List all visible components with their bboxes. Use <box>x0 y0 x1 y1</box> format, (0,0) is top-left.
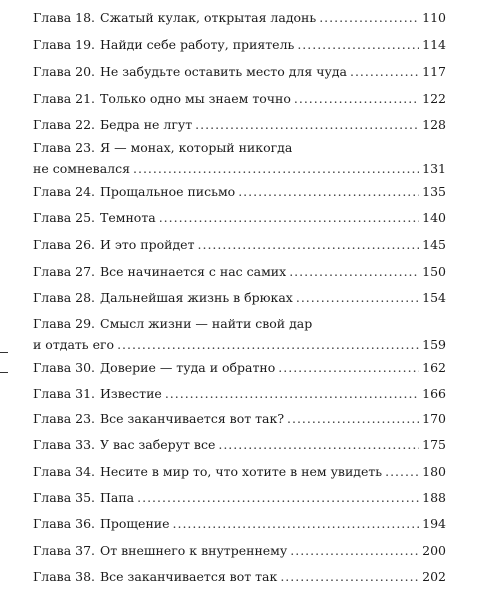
chapter-title: И это пройдет <box>100 237 195 252</box>
chapter-label: Глава 21. <box>33 91 96 106</box>
dot-leader <box>195 117 419 133</box>
chapter-label: Глава 30. <box>33 360 96 375</box>
toc-entry-line <box>33 490 446 506</box>
toc-entry-line <box>33 516 446 532</box>
chapter-title: Дальнейшая жизнь в брюках <box>100 290 293 305</box>
dot-leader <box>287 411 419 427</box>
page-number: 175 <box>422 437 446 452</box>
toc-entry-line <box>33 10 446 26</box>
toc-entry[interactable] <box>33 37 446 53</box>
page-number: 150 <box>422 264 446 279</box>
toc-entry[interactable] <box>33 464 446 480</box>
toc-entry-line <box>33 290 446 306</box>
toc-entry[interactable] <box>33 210 446 226</box>
chapter-title: Доверие — туда и обратно <box>100 360 276 375</box>
chapter-label: Глава 35. <box>33 490 96 505</box>
chapter-label: Глава 22. <box>33 117 96 132</box>
page-number: 162 <box>422 360 446 375</box>
page-number: 159 <box>422 337 446 352</box>
dot-leader <box>165 386 419 402</box>
toc-entry[interactable] <box>33 386 446 402</box>
chapter-title: Все начинается с нас самих <box>100 264 287 279</box>
page-number: 114 <box>422 37 446 52</box>
dot-leader <box>290 543 419 559</box>
dot-leader <box>117 337 419 353</box>
chapter-label: Глава 18. <box>33 10 96 25</box>
toc-entry-line <box>33 360 446 376</box>
toc-entry[interactable] <box>33 91 446 107</box>
page-number: 188 <box>422 490 446 505</box>
toc-entry-line <box>33 437 446 453</box>
page-number: 110 <box>422 10 446 25</box>
toc-entry[interactable] <box>33 490 446 506</box>
chapter-title-continued: и отдать его <box>33 337 115 352</box>
page-number: 166 <box>422 386 446 401</box>
margin-mark <box>0 352 8 353</box>
page-number: 131 <box>422 161 446 176</box>
chapter-label: Глава 37. <box>33 543 96 558</box>
toc-entry-line <box>33 264 446 280</box>
toc-entry[interactable] <box>33 10 446 26</box>
chapter-title: От внешнего к внутреннему <box>100 543 288 558</box>
toc-entry[interactable] <box>33 516 446 532</box>
chapter-title: Несите в мир то, что хотите в нем увидеть <box>100 464 383 479</box>
chapter-label: Глава 26. <box>33 237 96 252</box>
chapter-label: Глава 34. <box>33 464 96 479</box>
toc-entry-line <box>33 411 446 427</box>
chapter-label: Глава 29. <box>33 316 96 331</box>
margin-mark <box>0 372 8 373</box>
chapter-title: Все заканчивается вот так <box>100 569 278 584</box>
toc-entry[interactable] <box>33 437 446 453</box>
page-number: 140 <box>422 210 446 225</box>
toc-entry[interactable] <box>33 543 446 559</box>
toc-entry[interactable] <box>33 316 446 353</box>
page-number: 154 <box>422 290 446 305</box>
dot-leader <box>385 464 419 480</box>
chapter-title: Бедра не лгут <box>100 117 193 132</box>
chapter-title: Сжатый кулак, открытая ладонь <box>100 10 317 25</box>
chapter-label: Глава 24. <box>33 184 96 199</box>
toc-entry-second-line <box>33 337 446 353</box>
toc-entry[interactable] <box>33 117 446 133</box>
toc-entry-line <box>33 237 446 253</box>
toc-entry[interactable] <box>33 569 446 585</box>
toc-entry[interactable] <box>33 290 446 306</box>
chapter-title: Темнота <box>100 210 156 225</box>
toc-entry-line <box>33 569 446 585</box>
toc-entry-line <box>33 464 446 480</box>
toc-entry-first-line <box>33 316 446 332</box>
chapter-label: Глава 23. <box>33 411 96 426</box>
toc-entry[interactable] <box>33 184 446 200</box>
dot-leader <box>294 91 419 107</box>
toc-entry[interactable] <box>33 64 446 80</box>
chapter-label: Глава 38. <box>33 569 96 584</box>
dot-leader <box>173 516 419 532</box>
page-number: 180 <box>422 464 446 479</box>
chapter-title: Найди себе работу, приятель <box>100 37 295 52</box>
dot-leader <box>218 437 419 453</box>
dot-leader <box>159 210 419 226</box>
toc-entry-line <box>33 543 446 559</box>
page-number: 202 <box>422 569 446 584</box>
toc-entry-line <box>33 37 446 53</box>
chapter-title: Я — монах, который никогда <box>100 140 293 155</box>
chapter-title: Смысл жизни — найти свой дар <box>100 316 313 331</box>
chapter-title: Все заканчивается вот так? <box>100 411 285 426</box>
chapter-label: Глава 33. <box>33 437 96 452</box>
toc-entry[interactable] <box>33 264 446 280</box>
dot-leader <box>198 237 420 253</box>
dot-leader <box>319 10 419 26</box>
chapter-title-continued: не сомневался <box>33 161 130 176</box>
toc-entry-line <box>33 117 446 133</box>
toc-entry[interactable] <box>33 360 446 376</box>
toc-entry-line <box>33 64 446 80</box>
page-number: 135 <box>422 184 446 199</box>
page-number: 145 <box>422 237 446 252</box>
dot-leader <box>350 64 419 80</box>
chapter-label: Глава 23. <box>33 140 96 155</box>
chapter-title: Только одно мы знаем точно <box>100 91 291 106</box>
toc-entry[interactable] <box>33 140 446 177</box>
chapter-label: Глава 19. <box>33 37 96 52</box>
toc-entry-line <box>33 184 446 200</box>
page-number: 194 <box>422 516 446 531</box>
toc-entry[interactable] <box>33 237 446 253</box>
dot-leader <box>280 569 419 585</box>
dot-leader <box>133 161 419 177</box>
dot-leader <box>297 37 419 53</box>
page-number: 200 <box>422 543 446 558</box>
chapter-title: Известие <box>100 386 162 401</box>
toc-entry-line <box>33 386 446 402</box>
toc-entry-line <box>33 91 446 107</box>
chapter-title: Прощальное письмо <box>100 184 236 199</box>
page-number: 117 <box>422 64 446 79</box>
chapter-title: Папа <box>100 490 135 505</box>
toc-entry-first-line <box>33 140 446 156</box>
chapter-label: Глава 25. <box>33 210 96 225</box>
chapter-label: Глава 36. <box>33 516 96 531</box>
page-number: 170 <box>422 411 446 426</box>
page-number: 122 <box>422 91 446 106</box>
chapter-label: Глава 31. <box>33 386 96 401</box>
toc-entry[interactable] <box>33 411 446 427</box>
chapter-label: Глава 20. <box>33 64 96 79</box>
dot-leader <box>296 290 419 306</box>
dot-leader <box>137 490 419 506</box>
dot-leader <box>238 184 419 200</box>
chapter-title: У вас заберут все <box>100 437 216 452</box>
dot-leader <box>289 264 419 280</box>
chapter-label: Глава 27. <box>33 264 96 279</box>
toc-entry-line <box>33 210 446 226</box>
toc-entry-second-line <box>33 161 446 177</box>
chapter-label: Глава 28. <box>33 290 96 305</box>
chapter-title: Не забудьте оставить место для чуда <box>100 64 347 79</box>
dot-leader <box>278 360 419 376</box>
page-number: 128 <box>422 117 446 132</box>
chapter-title: Прощение <box>100 516 170 531</box>
